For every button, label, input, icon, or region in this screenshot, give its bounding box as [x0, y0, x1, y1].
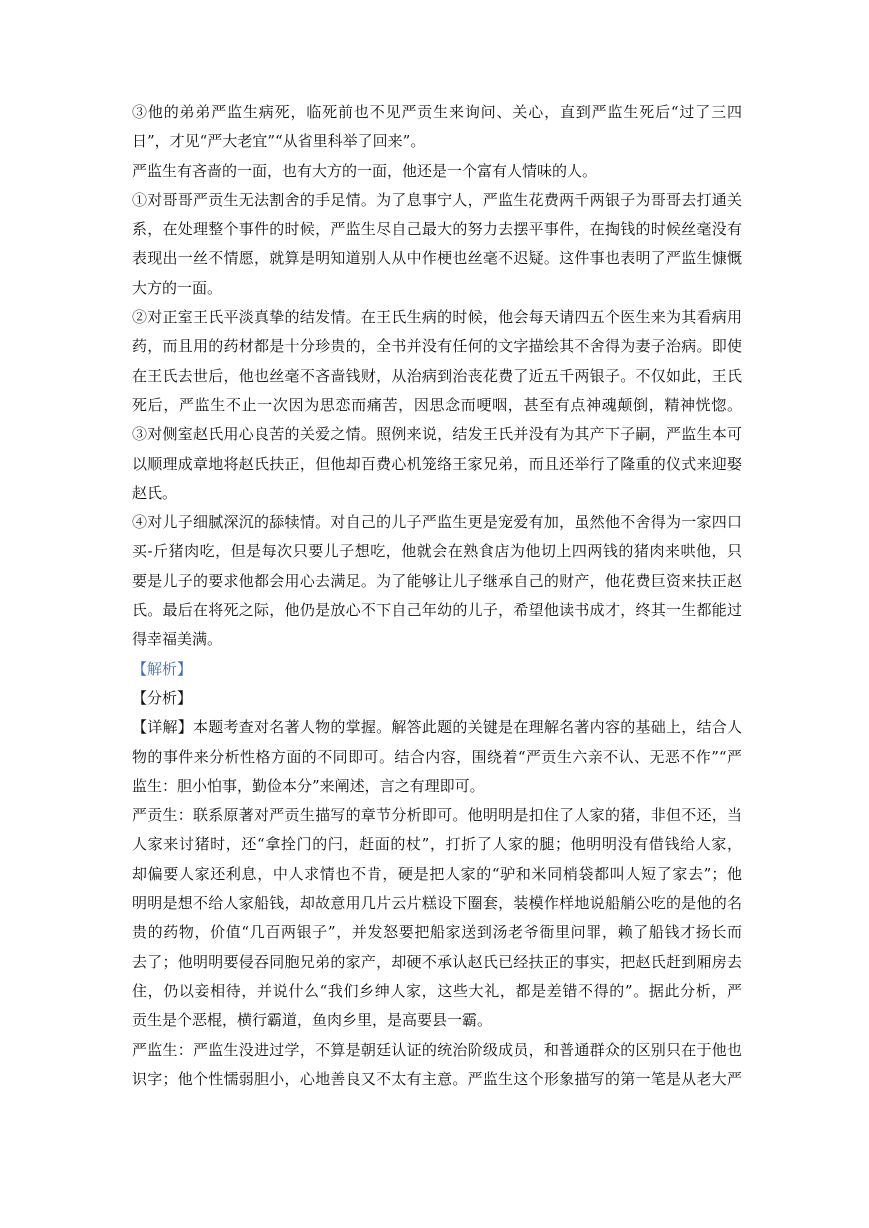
text-line: ②对正室王氏平淡真挚的结发情。在王氏生病的时候，他会每天请四五个医生来为其看病用: [132, 308, 742, 327]
text-line: 要是儿子的要求他都会用心去满足。为了能够让儿子继承自己的财产，他花费巨资来扶正赵: [132, 571, 742, 590]
text-line: 去了；他明明要侵吞同胞兄弟的家产，却硬不承认赵氏已经扶正的事实，把赵氏赶到厢房去: [132, 952, 742, 971]
text-line: 在王氏去世后，他也丝毫不吝啬钱财，从治病到治丧花费了近五千两银子。不仅如此，王氏: [132, 366, 742, 385]
text-line: 系，在处理整个事件的时候，严监生尽自己最大的努力去摆平事件，在掏钱的时候丝毫没有: [132, 220, 742, 239]
text-line: 物的事件来分析性格方面的不同即可。结合内容，围绕着“严贡生六亲不认、无恶不作”“严: [132, 747, 742, 766]
text-line: 严贡生：联系原著对严贡生描写的章节分析即可。他明明是扣住了人家的猪，非但不还，当: [132, 806, 742, 825]
text-line: 严监生：严监生没进过学，不算是朝廷认证的统治阶级成员，和普通群众的区别只在于他也: [132, 1040, 742, 1059]
text-line: 住，仍以妾相待，并说什么“我们乡绅人家，这些大礼，都是差错不得的”。据此分析，严: [132, 981, 742, 1000]
text-line: 大方的一面。: [132, 278, 223, 297]
text-line: 【分析】: [132, 688, 193, 707]
text-line: 人家来讨猪时，还“拿拴门的闩，赶面的杖”，打折了人家的腿；他明明没有借钱给人家，: [132, 835, 742, 854]
text-line: 监生：胆小怕事，勤俭本分”来阐述，言之有理即可。: [132, 776, 485, 795]
text-line: 贡生是个恶棍，横行霸道，鱼肉乡里，是高要县一霸。: [132, 1011, 493, 1030]
text-line: ①对哥哥严贡生无法割舍的手足情。为了息事宁人，严监生花费两千两银子为哥哥去打通关: [132, 190, 742, 209]
text-line: 死后，严监生不止一次因为思恋而痛苦，因思念而哽咽，甚至有点神魂颠倒，精神恍惚。: [132, 395, 742, 414]
text-line: 日”，才见“严大老宜”“从省里科举了回来”。: [132, 132, 426, 151]
text-line: 明明是想不给人家船钱，却故意用几片云片糕设下圈套，装模作样地说船艄公吃的是他的名: [132, 894, 742, 913]
text-line: 【详解】本题考查对名著人物的掌握。解答此题的关键是在理解名著内容的基础上，结合人: [132, 718, 742, 737]
text-line: 识字；他个性懦弱胆小，心地善良又不太有主意。严监生这个形象描写的第一笔是从老大严: [132, 1069, 742, 1088]
text-line: 却偏要人家还利息，中人求情也不肯，硬是把人家的“驴和米同梢袋都叫人短了家去”；他: [132, 864, 742, 883]
document-body: [132, 98, 742, 1094]
text-line: 氏。最后在将死之际，他仍是放心不下自己年幼的儿子，希望他读书成才，终其一生都能过: [132, 601, 742, 620]
text-line: 贵的药物，价值“几百两银子”，并发怒要把船家送到汤老爷衙里问罪，赖了船钱才扬长而: [132, 923, 742, 942]
text-line: 得幸福美满。: [132, 630, 223, 649]
text-line: ④对儿子细腻深沉的舔犊情。对自己的儿子严监生更是宠爱有加，虽然他不舍得为一家四口: [132, 513, 742, 532]
text-line: 以顺理成章地将赵氏扶正，但他却百费心机笼络王家兄弟，而且还举行了隆重的仪式来迎娶: [132, 454, 742, 473]
text-line: ③他的弟弟严监生病死，临死前也不见严贡生来询问、关心，直到严监生死后“过了三四: [132, 103, 742, 121]
text-line: 药，而且用的药材都是十分珍贵的，全书并没有任何的文字描绘其不舍得为妻子治病。即使: [132, 337, 742, 356]
text-line: 买-斤猪肉吃，但是每次只要儿子想吃，他就会在熟食店为他切上四两钱的猪肉来哄他，只: [132, 542, 742, 561]
text-line: ③对侧室赵氏用心良苦的关爱之情。照例来说，结发王氏并没有为其产下子嗣，严监生本可: [132, 425, 742, 444]
text-line: 表现出一丝不情愿，就算是明知道别人从中作梗也丝毫不迟疑。这件事也表明了严监生慷慨: [132, 249, 742, 268]
text-line: 赵氏。: [132, 483, 178, 502]
text-line: 严监生有吝啬的一面，也有大方的一面，他还是一个富有人情味的人。: [132, 161, 598, 180]
section-tag-jiexi: 【解析】: [132, 659, 193, 678]
